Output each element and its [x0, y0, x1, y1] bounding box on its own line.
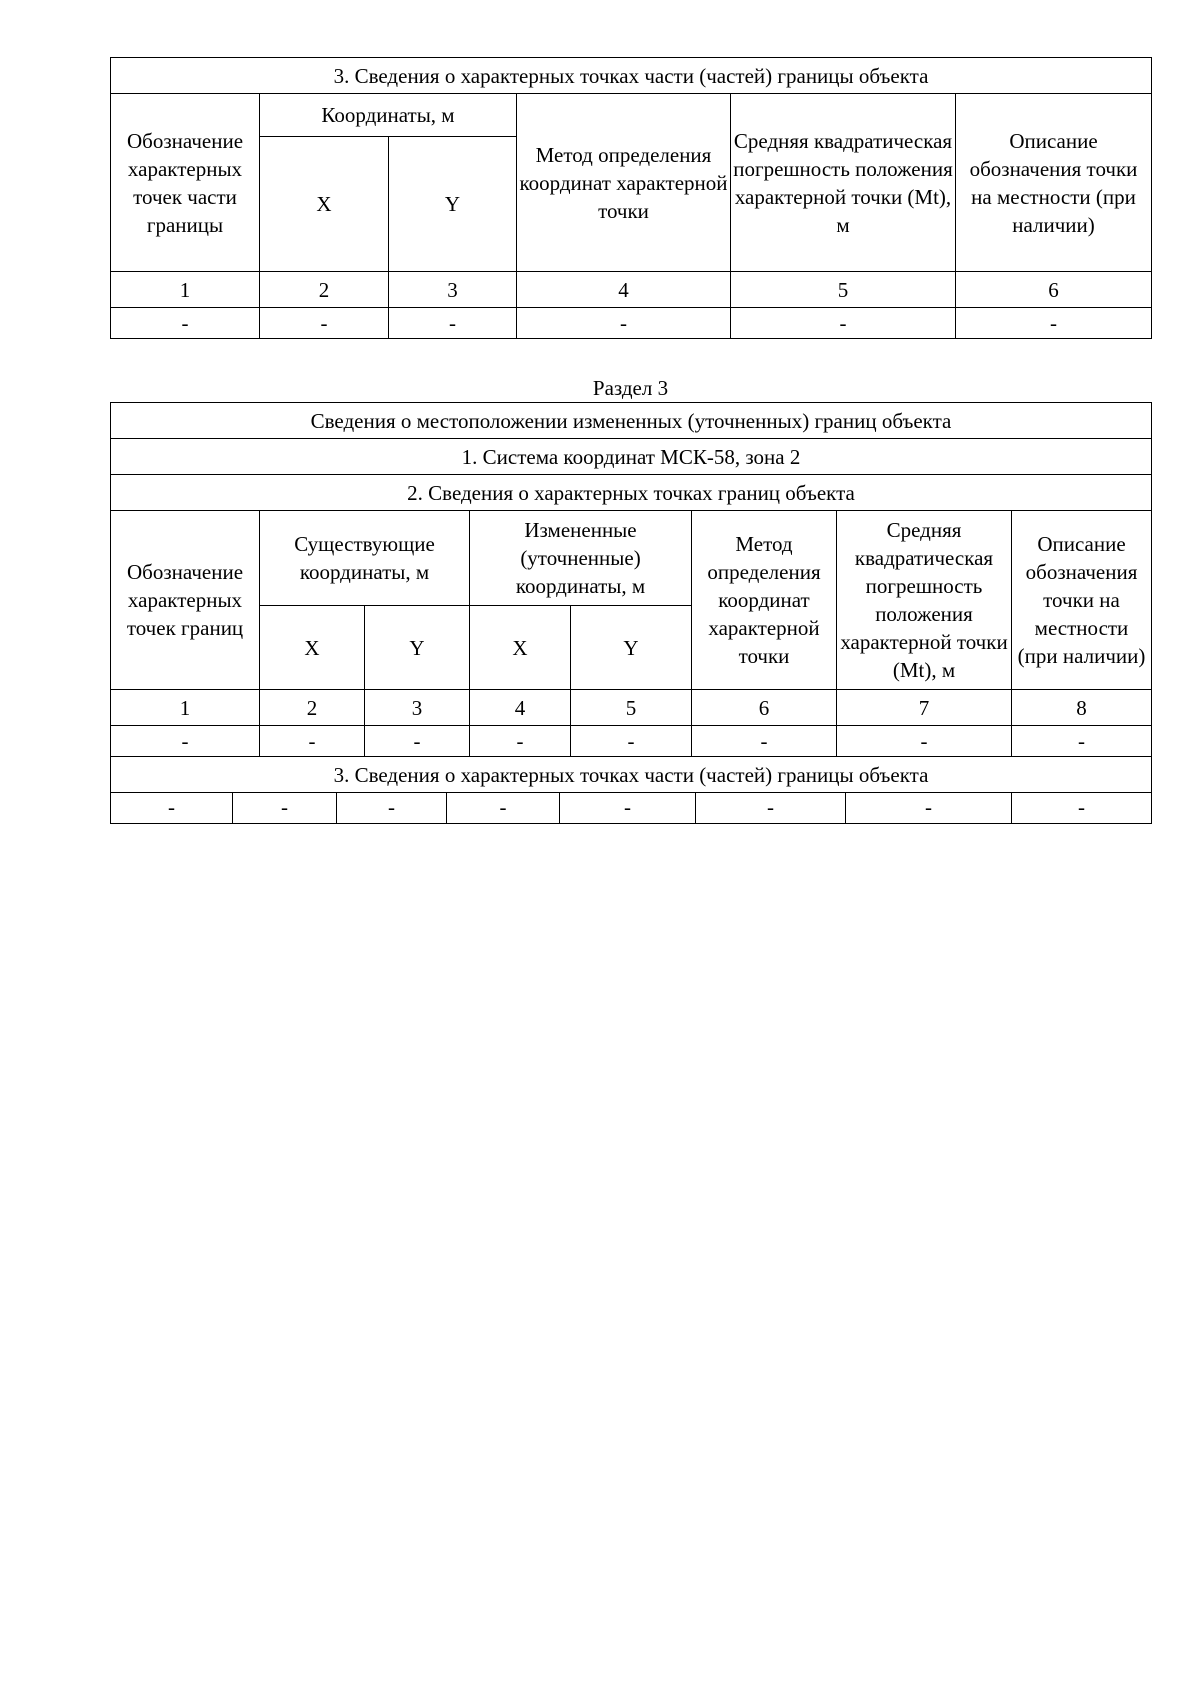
column-number: 4	[470, 690, 571, 726]
col-method-header: Метод определения координат характерной точки	[517, 94, 731, 272]
column-number: 2	[260, 690, 365, 726]
col-x-header: X	[260, 137, 389, 272]
table1-title: 3. Сведения о характерных точках части (частей) границы объекта	[111, 58, 1152, 94]
table-cell: -	[337, 792, 447, 823]
parts-title: 3. Сведения о характерных точках части (частей) границы объекта	[111, 757, 1152, 793]
col-description-header: Описание обозначения точки на местности (при наличии)	[956, 94, 1152, 272]
col-designation-header: Обозначение характерных точек границ	[111, 511, 260, 690]
table-cell: -	[571, 726, 692, 757]
column-number: 8	[1012, 690, 1152, 726]
table-cell: -	[837, 726, 1012, 757]
table-cell: -	[389, 308, 517, 339]
col-changed-header: Измененные (уточненные) координаты, м	[470, 511, 692, 606]
col-designation-header: Обозначение характерных точек части границы	[111, 94, 260, 272]
section-title: Раздел 3	[592, 376, 669, 400]
col-x-header: X	[470, 606, 571, 690]
column-number: 4	[517, 272, 731, 308]
table-cell: -	[447, 792, 560, 823]
table2-title: Сведения о местоположении измененных (уточненных) границ объекта	[111, 403, 1152, 439]
coordinate-system: 1. Система координат МСК-58, зона 2	[111, 439, 1152, 475]
table-cell: -	[260, 726, 365, 757]
column-number-row	[111, 690, 1152, 726]
column-number: 1	[111, 690, 260, 726]
table-cell: -	[1012, 726, 1152, 757]
table-cell: -	[517, 308, 731, 339]
column-number: 1	[111, 272, 260, 308]
column-number: 7	[837, 690, 1012, 726]
col-error-header: Средняя квадратическая погрешность положения характерной точки (Mt), м	[837, 511, 1012, 690]
table-cell: -	[846, 792, 1012, 823]
col-y-header: Y	[389, 137, 517, 272]
table-cell: -	[365, 726, 470, 757]
column-number-row	[111, 272, 1152, 308]
col-error-header: Средняя квадратическая погрешность положения характерной точки (Mt), м	[731, 94, 956, 272]
col-existing-header: Существующие координаты, м	[260, 511, 470, 606]
table-row	[111, 792, 1152, 823]
table-cell: -	[111, 726, 260, 757]
col-y-header: Y	[571, 606, 692, 690]
table-cell: -	[111, 792, 233, 823]
table-cell: -	[1012, 792, 1152, 823]
col-coords-header: Координаты, м	[260, 94, 517, 137]
table-cell: -	[696, 792, 846, 823]
table-parts-row	[110, 792, 1152, 824]
column-number: 3	[365, 690, 470, 726]
table2-subtitle: 2. Сведения о характерных точках границ объекта	[111, 475, 1152, 511]
column-number: 6	[692, 690, 837, 726]
table-changed-boundaries	[110, 402, 1152, 793]
col-method-header: Метод определения координат характерной точки	[692, 511, 837, 690]
col-description-header: Описание обозначения точки на местности (при наличии)	[1012, 511, 1152, 690]
column-number: 3	[389, 272, 517, 308]
table-row	[111, 308, 1152, 339]
table-cell: -	[560, 792, 696, 823]
table-cell: -	[956, 308, 1152, 339]
column-number: 2	[260, 272, 389, 308]
col-y-header: Y	[365, 606, 470, 690]
col-x-header: X	[260, 606, 365, 690]
table-cell: -	[260, 308, 389, 339]
column-number: 5	[571, 690, 692, 726]
table-cell: -	[692, 726, 837, 757]
table-cell: -	[233, 792, 337, 823]
column-number: 6	[956, 272, 1152, 308]
table-cell: -	[111, 308, 260, 339]
table-part-boundary-points	[110, 57, 1152, 339]
table-row	[111, 726, 1152, 757]
table-cell: -	[470, 726, 571, 757]
column-number: 5	[731, 272, 956, 308]
table-cell: -	[731, 308, 956, 339]
